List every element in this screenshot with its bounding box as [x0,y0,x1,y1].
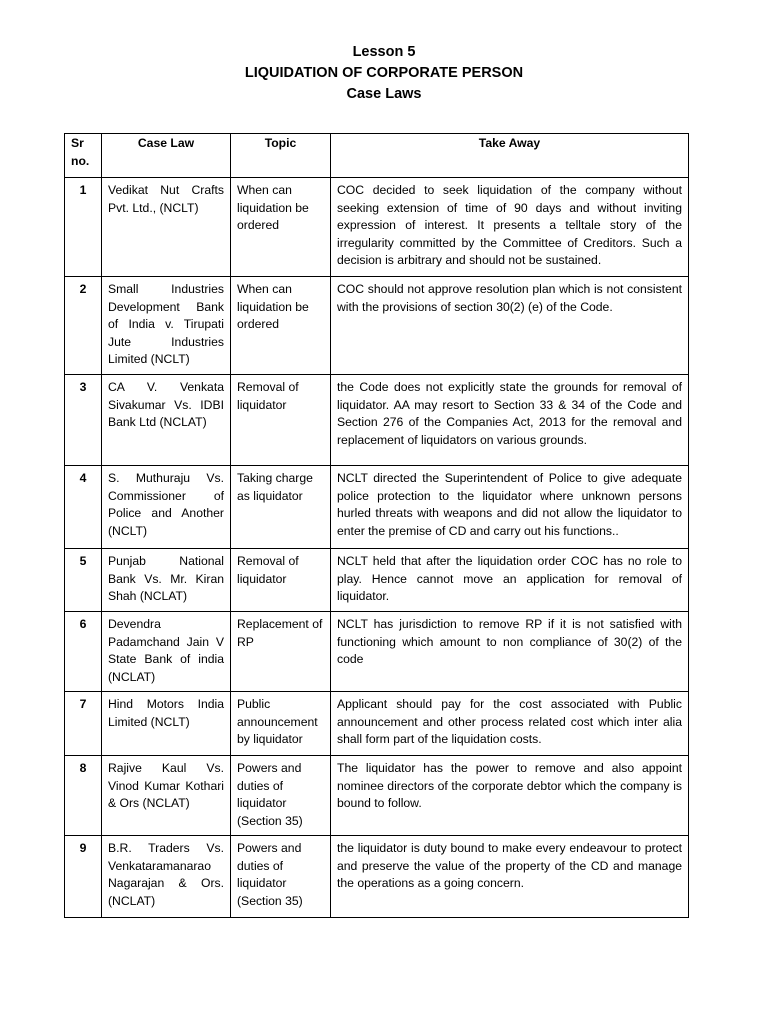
table-row [65,612,689,692]
column-header-topic: Topic [231,134,331,178]
row-take-away: COC should not approve resolution plan which is not consistent with the provisions of section 30(2) (e) of the Code. [331,277,689,375]
row-case-law: Hind Motors India Limited (NCLT) [102,692,231,756]
row-sr: 9 [65,836,102,918]
lesson-label: Lesson 5 [352,44,416,60]
row-sr: 8 [65,756,102,836]
row-topic: When can liquidation be ordered [231,178,331,277]
row-sr: 4 [65,466,102,549]
row-topic: Removal of liquidator [231,549,331,612]
table-row [65,466,689,549]
row-take-away: the liquidator is duty bound to make every endeavour to protect and preserve the value of the property of the CD and manage the operations as a going concern. [331,836,689,918]
column-header-case-law: Case Law [102,134,231,178]
table-row [65,375,689,466]
row-case-law: Punjab National Bank Vs. Mr. Kiran Shah (NCLAT) [102,549,231,612]
row-topic: Powers and duties of liquidator (Section 35) [231,836,331,918]
page-subtitle: Case Laws [346,86,422,102]
row-sr: 6 [65,612,102,692]
row-take-away: the Code does not explicitly state the grounds for removal of liquidator. AA may resort to Section 33 & 34 of the Code and Section 276 of the Companies Act, 2013 for the removal and replacement of liquidators on various grounds. [331,375,689,466]
row-topic: Powers and duties of liquidator (Section 35) [231,756,331,836]
row-take-away: NCLT has jurisdiction to remove RP if it is not satisfied with functioning which amount to non compliance of 30(2) of the code [331,612,689,692]
row-topic: Taking charge as liquidator [231,466,331,549]
row-take-away: COC decided to seek liquidation of the company without seeking extension of time of 90 days and without inviting expression of interest. It presents a telltale story of the irregularity committed by the Committee of Creditors. Such a decision is arbitrary and should not be sustained. [331,178,689,277]
table-row [65,692,689,756]
row-sr: 1 [65,178,102,277]
column-header-take-away: Take Away [331,134,689,178]
row-case-law: S. Muthuraju Vs. Commissioner of Police and Another (NCLT) [102,466,231,549]
table-row [65,277,689,375]
row-topic: Removal of liquidator [231,375,331,466]
row-topic: When can liquidation be ordered [231,277,331,375]
row-case-law: CA V. Venkata Sivakumar Vs. IDBI Bank Ltd (NCLAT) [102,375,231,466]
table-header-row [65,134,689,178]
row-take-away: NCLT held that after the liquidation order COC has no role to play. Hence cannot move an application for removal of liquidator. [331,549,689,612]
row-sr: 5 [65,549,102,612]
row-take-away: Applicant should pay for the cost associated with Public announcement and other process related cost which inter alia shall form part of the liquidation costs. [331,692,689,756]
row-case-law: Devendra Padamchand Jain V State Bank of india (NCLAT) [102,612,231,692]
row-case-law: Small Industries Development Bank of India v. Tirupati Jute Industries Limited (NCLT) [102,277,231,375]
row-case-law: Rajive Kaul Vs. Vinod Kumar Kothari & Ors (NCLAT) [102,756,231,836]
row-take-away: NCLT directed the Superintendent of Police to give adequate police protection to the liquidator where unknown persons hurled threats with weapons and did not allow the liquidator to enter the premise of CD and carry out his functions.. [331,466,689,549]
row-case-law: Vedikat Nut Crafts Pvt. Ltd., (NCLT) [102,178,231,277]
page-title: LIQUIDATION OF CORPORATE PERSON [244,65,524,81]
table-row [65,756,689,836]
column-header-sr: Sr no. [65,134,102,178]
row-sr: 3 [65,375,102,466]
row-take-away: The liquidator has the power to remove and also appoint nominee directors of the corporate debtor which the company is bound to follow. [331,756,689,836]
table-row [65,178,689,277]
row-topic: Public announcement by liquidator [231,692,331,756]
table-row [65,836,689,918]
row-sr: 2 [65,277,102,375]
row-topic: Replacement of RP [231,612,331,692]
case-law-table [64,133,689,918]
row-sr: 7 [65,692,102,756]
row-case-law: B.R. Traders Vs. Venkataramanarao Nagarajan & Ors. (NCLAT) [102,836,231,918]
document-heading [0,42,768,105]
table-row [65,549,689,612]
